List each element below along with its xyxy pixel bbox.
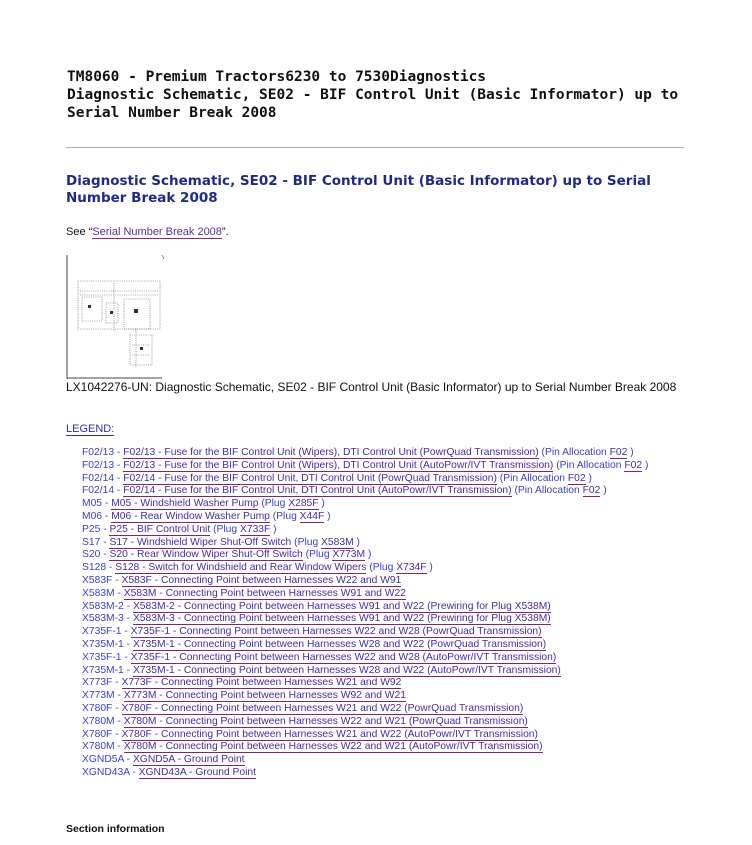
- legend-item-link[interactable]: X735M-1 - Connecting Point between Harnesses W28 and W22 (PowrQuad Transmission): [132, 638, 547, 650]
- title-line-2: Diagnostic Schematic, SE02 - BIF Control Unit (Basic Informator) up to: [67, 87, 679, 103]
- legend-item: X583F - X583F - Connecting Point between Harnesses W22 and W91: [82, 574, 402, 586]
- section-information-label: Section information: [66, 823, 165, 835]
- legend-item: X735F-1 - X735F-1 - Connecting Point between Harnesses W22 and W28 (PowrQuad Transmission): [82, 626, 542, 638]
- legend-item-link[interactable]: X735F-1 - Connecting Point between Harnesses W22 and W28 (PowrQuad Transmission): [130, 626, 542, 638]
- legend-item: XGND43A - XGND43A - Ground Point: [82, 766, 256, 778]
- legend-item: S20 - S20 - Rear Window Wiper Shut-Off Switch (Plug X773M ): [82, 549, 372, 561]
- legend-item-plug-suffix: ): [585, 472, 592, 484]
- figure-caption: LX1042276-UN: Diagnostic Schematic, SE02 - BIF Control Unit (Basic Informator) up to Serial Number Break 2008: [66, 380, 677, 394]
- legend-item-plug-link[interactable]: F02: [624, 459, 643, 471]
- legend-link[interactable]: LEGEND:: [66, 423, 115, 435]
- legend-item-plug-suffix: ): [270, 523, 277, 535]
- legend-item: F02/13 - F02/13 - Fuse for the BIF Control Unit (Wipers), DTI Control Unit (AutoPowr/IVT Transmission) (Pin Allocation F02 ): [82, 459, 649, 471]
- legend-item-plug-prefix: (Plug: [258, 498, 289, 510]
- legend-item: X735F-1 - X735F-1 - Connecting Point between Harnesses W22 and W28 (AutoPowr/IVT Transmission): [82, 651, 557, 663]
- legend-item-code: S20: [82, 549, 101, 561]
- page-title: [67, 68, 707, 122]
- section-heading: Diagnostic Schematic, SE02 - BIF Control Unit (Basic Informator) up to Serial Number Break 2008: [66, 173, 651, 206]
- legend-item-code: F02/14: [82, 472, 115, 484]
- legend-item: X780M - X780M - Connecting Point between Harnesses W22 and W21 (PowrQuad Transmission): [82, 715, 528, 727]
- legend-item-code: X773F: [82, 677, 113, 689]
- legend-item: M06 - M06 - Rear Window Washer Pump (Plug X44F ): [82, 510, 331, 522]
- legend-item-code: X583M-2: [82, 600, 124, 612]
- legend-item-plug-suffix: ): [600, 485, 607, 497]
- legend-item-code: X735F-1: [82, 651, 122, 663]
- legend-item-link[interactable]: XGND5A - Ground Point: [132, 754, 245, 766]
- legend-item-plug-link[interactable]: X583M: [321, 536, 354, 548]
- legend-item-code: X780M: [82, 715, 115, 727]
- legend-item: S17 - S17 - Windshield Wiper Shut-Off Switch (Plug X583M ): [82, 536, 360, 548]
- legend-item-plug-prefix: (Plug: [210, 523, 240, 535]
- legend-item-code: F02/14: [82, 485, 115, 497]
- legend-item-code: F02/13: [82, 447, 115, 458]
- legend-item-plug-suffix: ): [365, 549, 372, 561]
- legend-item-link[interactable]: X773F - Connecting Point between Harnesses W21 and W92: [121, 677, 402, 689]
- legend-item: F02/13 - F02/13 - Fuse for the BIF Control Unit (Wipers), DTI Control Unit (PowrQuad Transmission) (Pin Allocation F02 ): [82, 447, 634, 458]
- legend-item-link[interactable]: X780M - Connecting Point between Harnesses W22 and W21 (PowrQuad Transmission): [123, 715, 528, 727]
- legend-item-code: S128: [82, 562, 107, 574]
- legend-item-code: X735M-1: [82, 638, 124, 650]
- legend-item: X773F - X773F - Connecting Point between Harnesses W21 and W92: [82, 677, 402, 689]
- legend-item-code: X735M-1: [82, 664, 124, 676]
- legend-item-link[interactable]: X583F - Connecting Point between Harnesses W22 and W91: [121, 574, 402, 586]
- legend-item: F02/14 - F02/14 - Fuse for the BIF Control Unit, DTI Control Unit (AutoPowr/IVT Transmission) (Pin Allocation F02 ): [82, 485, 607, 497]
- legend-item-link[interactable]: X735M-1 - Connecting Point between Harnesses W28 and W22 (AutoPowr/IVT Transmission): [132, 664, 561, 676]
- legend-item-code: XGND5A: [82, 754, 124, 766]
- see-prefix: See “: [66, 226, 93, 238]
- legend-item-link[interactable]: F02/14 - Fuse for the BIF Control Unit, DTI Control Unit (AutoPowr/IVT Transmission): [123, 485, 512, 497]
- legend-item-plug-suffix: ): [318, 498, 325, 510]
- legend-item-plug-prefix: (Pin Allocation: [511, 485, 583, 497]
- legend-item-link[interactable]: P25 - BIF Control Unit: [109, 523, 211, 535]
- legend-item: X583M - X583M - Connecting Point between Harnesses W91 and W22: [82, 587, 406, 599]
- legend-item-link[interactable]: X583M - Connecting Point between Harnesses W91 and W22: [123, 587, 406, 599]
- legend-item-link[interactable]: F02/13 - Fuse for the BIF Control Unit (Wipers), DTI Control Unit (AutoPowr/IVT Transmission): [123, 459, 554, 471]
- legend-item-link[interactable]: F02/13 - Fuse for the BIF Control Unit (Wipers), DTI Control Unit (PowrQuad Transmission): [123, 447, 539, 458]
- legend-item: X583M-2 - X583M-2 - Connecting Point between Harnesses W91 and W22 (Prewiring for Plug X538M): [82, 600, 551, 612]
- legend-item-link[interactable]: X780F - Connecting Point between Harnesses W21 and W22 (AutoPowr/IVT Transmission): [121, 728, 538, 740]
- legend-item-plug-prefix: (Plug: [302, 549, 333, 561]
- legend-item-link[interactable]: M06 - Rear Window Washer Pump: [111, 510, 270, 522]
- legend-item-plug-suffix: ): [426, 562, 433, 574]
- legend-item-link[interactable]: S20 - Rear Window Wiper Shut-Off Switch: [109, 549, 303, 561]
- legend-item-plug-suffix: ): [353, 536, 360, 548]
- legend-item-plug-link[interactable]: X734F: [396, 562, 427, 574]
- legend-item-code: M05: [82, 498, 103, 510]
- legend-item-plug-prefix: (Pin Allocation: [553, 459, 625, 471]
- legend-item-plug-suffix: ): [627, 447, 634, 458]
- legend-item-code: X780M: [82, 741, 115, 753]
- legend-item-plug-link[interactable]: X285F: [288, 498, 319, 510]
- legend-item-plug-link[interactable]: F02: [582, 485, 601, 497]
- see-reference: [66, 226, 229, 238]
- legend-item-code: F02/13: [82, 459, 115, 471]
- legend-item-plug-suffix: ): [324, 510, 331, 522]
- see-suffix: ”.: [221, 226, 229, 238]
- legend-item-plug-link[interactable]: X773M: [332, 549, 366, 561]
- legend-item-plug-prefix: (Pin Allocation: [496, 472, 568, 484]
- legend-item-plug-prefix: (Plug: [291, 536, 322, 548]
- legend-item: X773M - X773M - Connecting Point between Harnesses W92 and W21: [82, 690, 406, 702]
- legend-item-link[interactable]: X583M-3 - Connecting Point between Harnesses W91 and W22 (Prewiring for Plug X538M): [132, 613, 551, 625]
- legend-item-code: P25: [82, 523, 101, 535]
- legend-item: F02/14 - F02/14 - Fuse for the BIF Control Unit, DTI Control Unit (PowrQuad Transmission) (Pin Allocation F02 ): [82, 472, 592, 484]
- legend-item-code: X773M: [82, 690, 115, 702]
- legend-item-link[interactable]: X773M - Connecting Point between Harnesses W92 and W21: [123, 690, 406, 702]
- legend-item-plug-link[interactable]: F02: [609, 447, 628, 458]
- legend-item-link[interactable]: F02/14 - Fuse for the BIF Control Unit, DTI Control Unit (PowrQuad Transmission): [123, 472, 497, 484]
- legend-item-code: M06: [82, 510, 103, 522]
- legend-item-link[interactable]: S128 - Switch for Windshield and Rear Window Wipers: [115, 562, 367, 574]
- legend-item-link[interactable]: X780F - Connecting Point between Harnesses W21 and W22 (PowrQuad Transmission): [121, 702, 524, 714]
- legend-list: [82, 447, 692, 780]
- legend-item-code: X780F: [82, 728, 113, 740]
- legend-item-link[interactable]: XGND43A - Ground Point: [138, 766, 256, 778]
- legend-item: X735M-1 - X735M-1 - Connecting Point between Harnesses W28 and W22 (AutoPowr/IVT Transmission): [82, 664, 561, 676]
- legend-item: X780M - X780M - Connecting Point between Harnesses W22 and W21 (AutoPowr/IVT Transmission): [82, 741, 543, 753]
- legend-item-link[interactable]: S17 - Windshield Wiper Shut-Off Switch: [109, 536, 292, 548]
- legend-item-link[interactable]: X735F-1 - Connecting Point between Harnesses W22 and W28 (AutoPowr/IVT Transmission): [130, 651, 557, 663]
- legend-item-plug-prefix: (Pin Allocation: [538, 447, 610, 458]
- legend-item-plug-link[interactable]: X733F: [239, 523, 271, 535]
- legend-item-code: X583F: [82, 574, 113, 586]
- legend-item-plug-link[interactable]: X44F: [299, 510, 325, 522]
- legend-item: M05 - M05 - Windshield Washer Pump (Plug X285F ): [82, 498, 325, 510]
- legend-item-code: S17: [82, 536, 101, 548]
- legend-item: X735M-1 - X735M-1 - Connecting Point between Harnesses W28 and W22 (PowrQuad Transmission): [82, 638, 547, 650]
- legend-item: X780F - X780F - Connecting Point between Harnesses W21 and W22 (AutoPowr/IVT Transmission): [82, 728, 538, 740]
- schematic-thumbnail-image[interactable]: [66, 255, 166, 379]
- legend-item-link[interactable]: X780M - Connecting Point between Harnesses W22 and W21 (AutoPowr/IVT Transmission): [123, 741, 543, 753]
- legend-item: P25 - P25 - BIF Control Unit (Plug X733F ): [82, 523, 277, 535]
- legend-item: X780F - X780F - Connecting Point between Harnesses W21 and W22 (PowrQuad Transmission): [82, 702, 524, 714]
- legend-item: S128 - S128 - Switch for Windshield and Rear Window Wipers (Plug X734F ): [82, 562, 433, 574]
- legend-item: XGND5A - XGND5A - Ground Point: [82, 754, 245, 766]
- legend-item-code: X780F: [82, 702, 113, 714]
- legend-item-code: X735F-1: [82, 626, 122, 638]
- legend-item-link[interactable]: X583M-2 - Connecting Point between Harnesses W91 and W22 (Prewiring for Plug X538M): [132, 600, 551, 612]
- legend-item-plug-prefix: (Plug: [269, 510, 300, 522]
- legend-item-code: X583M: [82, 587, 115, 599]
- legend-item-link[interactable]: M05 - Windshield Washer Pump: [111, 498, 259, 510]
- title-line-3: Serial Number Break 2008: [67, 105, 277, 121]
- title-line-1: TM8060 - Premium Tractors6230 to 7530Diagnostics: [67, 69, 487, 85]
- legend-item-plug-suffix: ): [642, 459, 649, 471]
- legend-item-code: XGND43A: [82, 766, 130, 778]
- legend-item-plug-link[interactable]: F02: [567, 472, 586, 484]
- legend-item-plug-prefix: (Plug: [366, 562, 397, 574]
- divider: [66, 147, 684, 148]
- serial-number-break-link[interactable]: Serial Number Break 2008: [92, 226, 222, 238]
- legend-item: X583M-3 - X583M-3 - Connecting Point between Harnesses W91 and W22 (Prewiring for Plug X538M): [82, 613, 551, 625]
- legend-item-code: X583M-3: [82, 613, 124, 625]
